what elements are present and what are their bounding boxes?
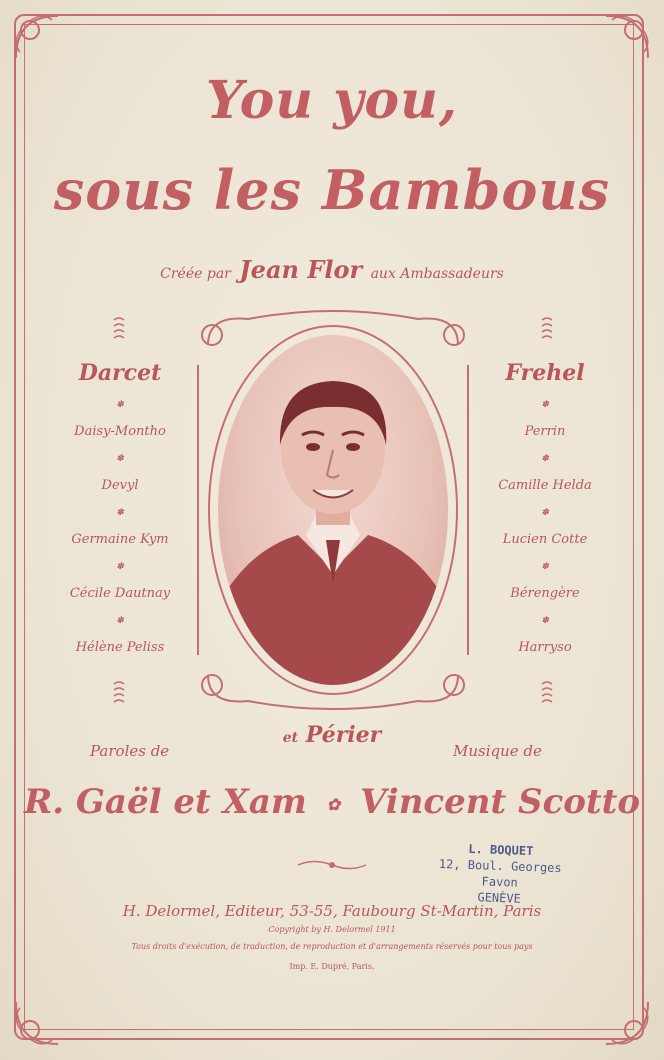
corner-ornament-top-left [8,8,68,68]
artist-right-name: Camille Helda [498,478,592,493]
corner-ornament-top-right [596,8,656,68]
publisher-line: H. Delormel, Editeur, 53-55, Faubourg St-Martin, Paris [122,902,542,920]
artist-right-name: Lucien Cotte [502,532,588,547]
copyright-line: Copyright by H. Delormel 1911 [268,925,396,934]
publisher-flourish [296,858,368,872]
portrait-photo [218,335,448,685]
artist-left-name: Germaine Kym [71,532,169,547]
artist-left-head: Darcet [78,360,162,386]
scroll-ornament-right-top [540,316,554,340]
perier-name: Périer [305,722,382,748]
corner-ornament-bottom-left [8,992,68,1052]
printer-line: Imp. E. Dupré, Paris. [289,962,375,971]
bullet-icon: ✽ [116,454,124,464]
corner-ornament-bottom-right [596,992,656,1052]
artist-right-name: Perrin [524,424,566,439]
artist-left-name: Devyl [101,478,139,493]
title-line-2: sous les Bambous [53,158,611,222]
scroll-ornament-right-bottom [540,680,554,704]
bullet-icon: ✽ [116,400,124,410]
portrait-illustration [218,335,448,685]
title-line-1: You you, [205,70,458,131]
bullet-icon: ✽ [116,616,124,626]
artist-right-name: Harryso [518,640,572,655]
scroll-ornament-left-bottom [112,680,126,704]
artist-left-name: Daisy-Montho [74,424,166,439]
bullet-icon: ✽ [541,616,549,626]
et-perier [0,722,664,748]
lyricists-name: R. Gaël et Xam [23,782,307,822]
stamp-line-2: 12, Boul. Georges Favon [438,856,562,890]
bullet-icon: ✽ [541,454,549,464]
artist-left-name: Hélène Peliss [75,640,165,655]
stamp-line-3: GENÈVE [477,890,522,906]
artists-right-column [470,360,620,668]
composer-name: Vincent Scotto [360,782,641,822]
portrait-frame [188,305,478,715]
scroll-ornament-left-top [112,316,126,340]
creation-venue: aux Ambassadeurs [370,266,504,282]
creation-prefix: Créée par [160,266,231,282]
artist-right-head: Frehel [505,360,585,386]
music-label: Musique de [453,742,542,760]
dealer-stamp [429,840,571,909]
lyrics-label: Paroles de [90,742,170,760]
bullet-icon: ✽ [116,508,124,518]
bullet-icon: ✽ [116,562,124,572]
creation-performer: Jean Flor [239,255,363,284]
stamp-line-1: L. BOQUET [468,841,534,859]
creation-line [0,255,664,284]
flower-separator-icon: ✿ [326,794,341,814]
artists-left-column [45,360,195,668]
authors-line [0,782,664,822]
rights-line: Tous droits d'exécution, de traduction, de reproduction et d'arrangements réservés pour tous pays [131,942,533,951]
bullet-icon: ✽ [541,562,549,572]
et-word: et [282,730,299,746]
artist-right-name: Bérengère [510,586,580,601]
bullet-icon: ✽ [541,400,549,410]
bullet-icon: ✽ [541,508,549,518]
artist-left-name: Cécile Dautnay [69,586,171,601]
